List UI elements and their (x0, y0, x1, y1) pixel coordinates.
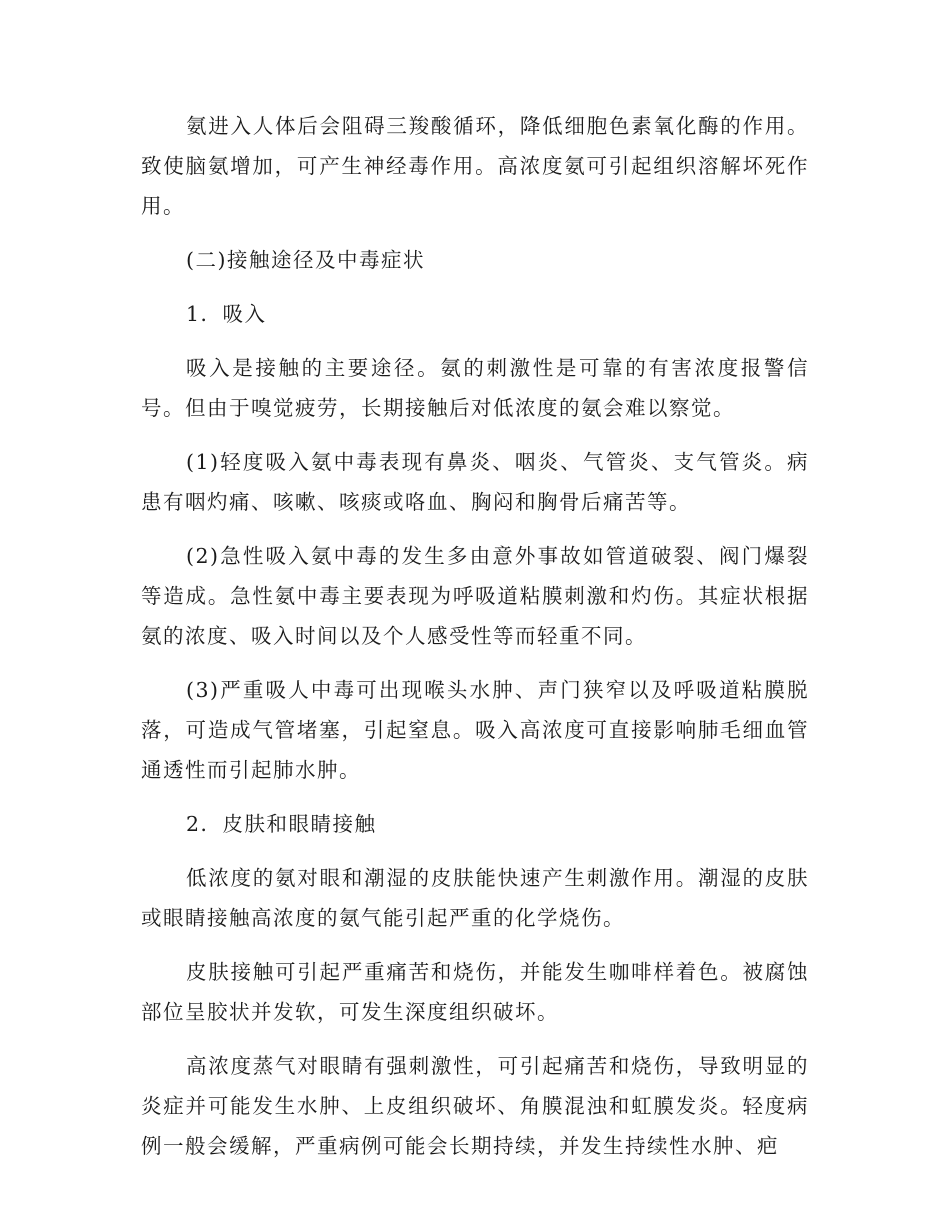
paragraph-ammonia-toxicity: 氨进入人体后会阻碍三羧酸循环，降低细胞色素氧化酶的作用。致使脑氨增加，可产生神经毒作用。高浓度氨可引起组织溶解坏死作用。 (141, 114, 809, 218)
paragraph-inhalation-main-route: 吸入是接触的主要途径。氨的刺激性是可靠的有害浓度报警信号。但由于嗅觉疲劳，长期接触后对低浓度的氨会难以察觉。 (141, 356, 809, 420)
paragraph-eye-vapor: 高浓度蒸气对眼睛有强刺激性，可引起痛苦和烧伤，导致明显的炎症并可能发生水肿、上皮组织破坏、角膜混浊和虹膜发炎。轻度病例一般会缓解，严重病例可能会长期持续，并发生持续性水肿、疤 (141, 1054, 809, 1158)
subheading-skin-eye-contact: 2．皮肤和眼睛接触 (186, 812, 377, 836)
section-heading-exposure-routes: (二)接触途径及中毒症状 (186, 248, 425, 272)
subheading-inhalation: 1．吸入 (186, 302, 267, 326)
paragraph-mild-inhalation: (1)轻度吸入氨中毒表现有鼻炎、咽炎、气管炎、支气管炎。病患有咽灼痛、咳嗽、咳痰或咯血、胸闷和胸骨后痛苦等。 (141, 450, 809, 514)
paragraph-severe-inhalation: (3)严重吸人中毒可出现喉头水肿、声门狭窄以及呼吸道粘膜脱落，可造成气管堵塞，引起窒息。吸入高浓度可直接影响肺毛细血管通透性而引起肺水肿。 (141, 678, 809, 782)
paragraph-acute-inhalation: (2)急性吸入氨中毒的发生多由意外事故如管道破裂、阀门爆裂等造成。急性氨中毒主要表现为呼吸道粘膜刺激和灼伤。其症状根据氨的浓度、吸入时间以及个人感受性等而轻重不同。 (141, 544, 809, 648)
paragraph-low-concentration: 低浓度的氨对眼和潮湿的皮肤能快速产生刺激作用。潮湿的皮肤或眼睛接触高浓度的氨气能引起严重的化学烧伤。 (141, 866, 809, 930)
paragraph-skin-contact: 皮肤接触可引起严重痛苦和烧伤，并能发生咖啡样着色。被腐蚀部位呈胶状并发软，可发生深度组织破坏。 (141, 960, 809, 1024)
document-body (141, 106, 809, 1180)
